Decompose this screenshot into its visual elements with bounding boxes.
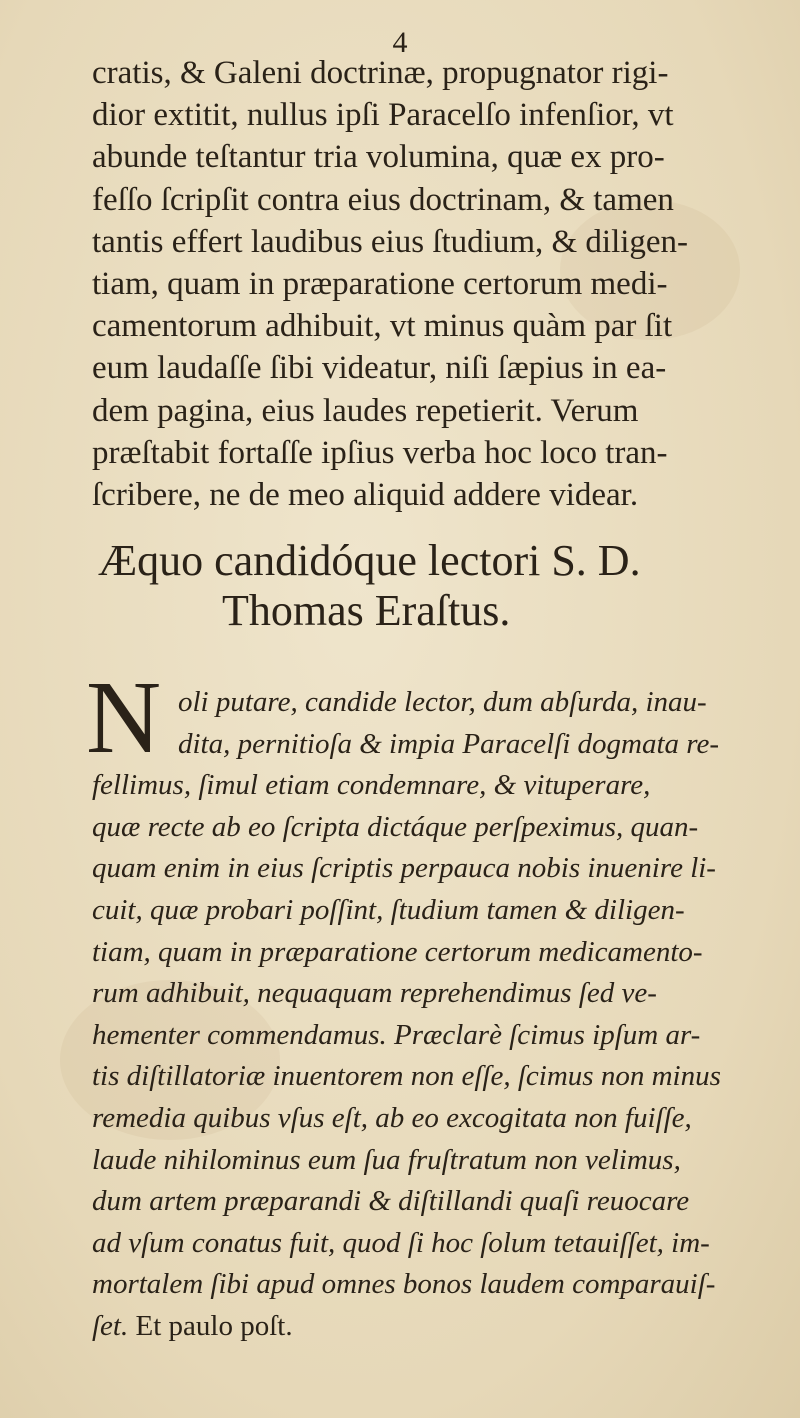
section-heading <box>98 536 738 636</box>
text-line: laude nihilominus eum ſua fruſtratum non velimus, <box>92 1143 681 1176</box>
text-line: fellimus, ſimul etiam condemnare, & vituperare, <box>92 769 651 802</box>
page-number: 4 <box>392 26 408 59</box>
text-line: ſcribere, ne de meo aliquid addere videar. <box>92 477 639 514</box>
heading-line-1: Æquo candidóque lectori S. D. <box>98 536 641 585</box>
text-line: remedia quibus vſus eſt, ab eo excogitata non fuiſſe, <box>92 1101 692 1134</box>
heading-line-2: Thomas Eraſtus. <box>222 586 511 635</box>
text-line: cuit, quæ probari poſſint, ſtudium tamen & diligen- <box>92 893 685 926</box>
last-line-italic: ſet. <box>92 1309 129 1342</box>
text-line: dum artem præparandi & diſtillandi quaſi reuocare <box>92 1185 690 1218</box>
text-line: abunde teſtantur tria volumina, quæ ex pro- <box>92 139 665 176</box>
text-line: quæ recte ab eo ſcripta dictáque perſpeximus, quan- <box>92 810 699 843</box>
text-line: oli putare, candide lector, dum abſurda, inau- <box>178 686 707 718</box>
body-text <box>92 52 732 516</box>
text-line-last <box>92 1306 732 1348</box>
text-line: præſtabit fortaſſe ipſius verba hoc loco tran- <box>92 434 668 471</box>
text-line: cratis, & Galeni doctrinæ, propugnator rigi- <box>92 55 669 91</box>
text-line: hementer commendamus. Præclarè ſcimus ipſum ar- <box>92 1018 701 1051</box>
text-line: eum laudaſſe ſibi videatur, niſi ſæpius in ea- <box>92 350 667 387</box>
letter-text <box>92 682 732 1348</box>
text-line: tis diſtillatoriæ inuentorem non eſſe, ſcimus non minus <box>92 1060 721 1093</box>
text-line: tantis effert laudibus eius ſtudium, & diligen- <box>92 223 689 260</box>
text-line: dior extitit, nullus ipſi Paracelſo infenſior, vt <box>92 97 674 134</box>
text-line: dem pagina, eius laudes repetierit. Verum <box>92 392 639 429</box>
text-line: feſſo ſcripſit contra eius doctrinam, & tamen <box>92 181 674 218</box>
text-line: camentorum adhibuit, vt minus quàm par ſit <box>92 308 673 345</box>
text-line: mortalem ſibi apud omnes bonos laudem comparauiſ- <box>92 1268 716 1301</box>
text-line: dita, pernitioſa & impia Paracelſi dogmata re- <box>178 727 720 760</box>
text-line: ad vſum conatus fuit, quod ſi hoc ſolum tetauiſſet, im- <box>92 1226 710 1259</box>
text-line: tiam, quam in præparatione certorum medi- <box>92 266 668 303</box>
text-line: tiam, quam in præparatione certorum medicamento- <box>92 935 703 968</box>
drop-cap: N <box>86 660 162 775</box>
last-line-roman: Et paulo poſt. <box>128 1309 293 1342</box>
text-line: quam enim in eius ſcriptis perpauca nobis inuenire li- <box>92 852 716 885</box>
text-line: rum adhibuit, nequaquam reprehendimus ſed ve- <box>92 977 657 1010</box>
